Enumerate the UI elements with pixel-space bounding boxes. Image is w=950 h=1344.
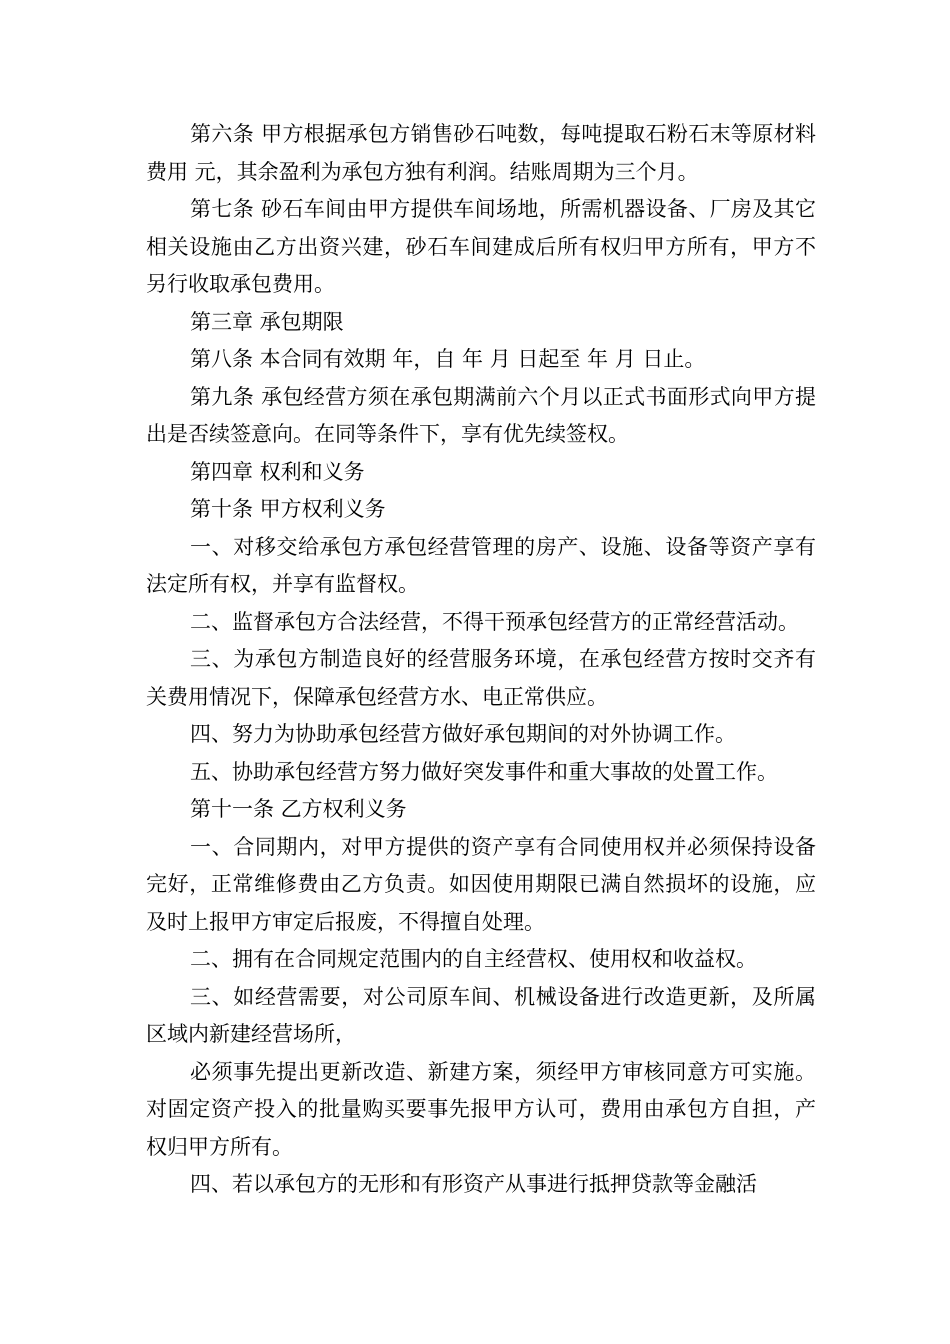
article-8-paragraph: 第八条 本合同有效期 年，自 年 月 日起至 年 月 日止。 [190, 347, 706, 371]
party-b-clause-1: 一、合同期内，对甲方提供的资产享有合同使用权并必须保持设备完好，正常维修费由乙方负责。如因使用期限已满自然损坏的设施，应及时上报甲方审定后报废，不得擅自处理。 [146, 834, 816, 934]
article-6-paragraph: 第六条 甲方根据承包方销售砂石吨数，每吨提取石粉石末等原材料费用 元，其余盈利为承包方独有利润。结账周期为三个月。 [146, 122, 816, 184]
document-page [146, 116, 816, 1204]
party-a-clause-4: 四、努力为协助承包经营方做好承包期间的对外协调工作。 [190, 722, 736, 746]
party-a-clause-2: 二、监督承包方合法经营，不得干预承包经营方的正常经营活动。 [190, 609, 799, 634]
party-a-clause-5: 五、协助承包经营方努力做好突发事件和重大事故的处置工作。 [190, 759, 778, 784]
article-10-heading: 第十条 甲方权利义务 [190, 497, 386, 521]
party-b-clause-2: 二、拥有在合同规定范围内的自主经营权、使用权和收益权。 [190, 947, 757, 971]
article-9-paragraph: 第九条 承包经营方须在承包期满前六个月以正式书面形式向甲方提出是否续签意向。在同等条件下，享有优先续签权。 [146, 384, 816, 446]
party-b-clause-3-continued: 必须事先提出更新改造、新建方案，须经甲方审核同意方可实施。对固定资产投入的批量购买要事先报甲方认可，费用由承包方自担，产权归甲方所有。 [146, 1059, 816, 1159]
article-11-heading: 第十一条 乙方权利义务 [190, 797, 407, 821]
party-b-clause-4: 四、若以承包方的无形和有形资产从事进行抵押贷款等金融活 [190, 1172, 757, 1196]
chapter-4-heading: 第四章 权利和义务 [190, 459, 365, 484]
party-a-clause-3: 三、为承包方制造良好的经营服务环境，在承包经营方按时交齐有关费用情况下，保障承包经营方水、电正常供应。 [146, 647, 816, 709]
party-a-clause-1: 一、对移交给承包方承包经营管理的房产、设施、设备等资产享有法定所有权，并享有监督权。 [146, 534, 816, 596]
chapter-3-heading: 第三章 承包期限 [190, 309, 344, 334]
article-7-paragraph: 第七条 砂石车间由甲方提供车间场地，所需机器设备、厂房及其它相关设施由乙方出资兴建，砂石车间建成后所有权归甲方所有，甲方不另行收取承包费用。 [146, 197, 816, 296]
party-b-clause-3: 三、如经营需要，对公司原车间、机械设备进行改造更新，及所属区域内新建经营场所， [146, 984, 816, 1046]
